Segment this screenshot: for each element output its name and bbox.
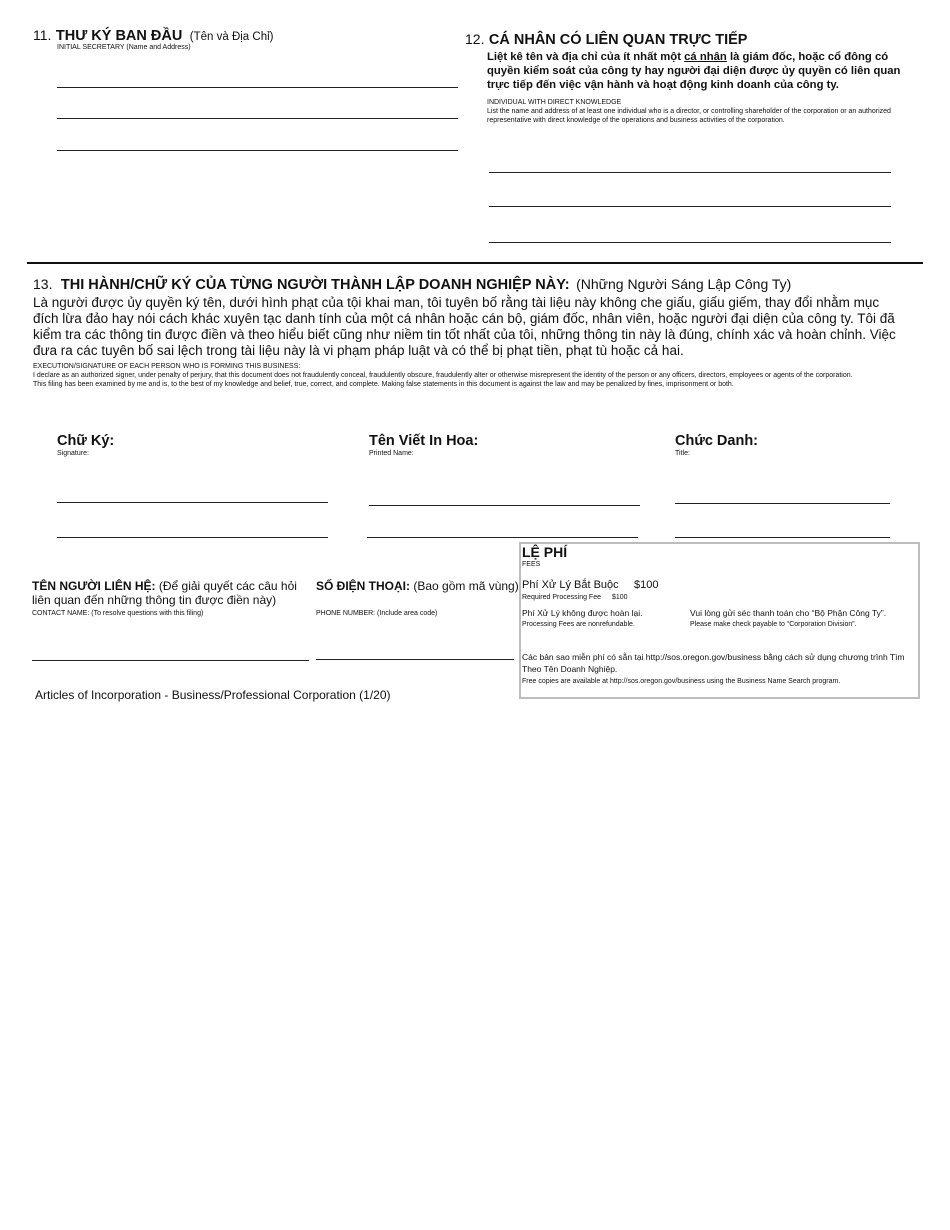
phone-label [316, 580, 519, 594]
title-line-1[interactable] [675, 503, 890, 504]
contact-label-note: (Để giải quyết các câu hỏi liên quan đến những thông tin được điền này) [32, 579, 297, 607]
contact-name-label [32, 580, 310, 607]
contact-name-line[interactable] [32, 660, 309, 661]
contact-name-label-en: CONTACT NAME: (To resolve questions with this filing) [32, 610, 204, 617]
desc-text: là giám đốc, hoặc cổ đông có quyền kiểm soát của công ty hay người đại diện được ủy quyền có liên quan trực tiếp đến việc vận hành và hoạt động kinh doanh của công ty. [487, 51, 901, 91]
section-12-description [487, 50, 915, 92]
printed-name-line-2[interactable] [367, 537, 638, 538]
form-footer: Articles of Incorporation - Business/Professional Corporation (1/20) [35, 688, 391, 702]
section-title: THƯ KÝ BAN ĐẦU [55, 28, 183, 44]
section-13-heading [33, 276, 791, 294]
signature-line-2[interactable] [57, 537, 328, 538]
secretary-line-1[interactable] [57, 87, 458, 88]
section-number: 11. [33, 27, 52, 43]
section-title: CÁ NHÂN CÓ LIÊN QUAN TRỰC TIẾP [488, 32, 748, 48]
desc-text: Liệt kê tên và địa chỉ của ít nhất một [487, 51, 685, 63]
required-fee-label-en: Required Processing Fee [522, 594, 601, 601]
declaration-statement-en-2: This filing has been examined by me and is, to the best of my knowledge and belief, true, correct, and complete. Making false statements in this document is against the law and may be penalized by fines, imprisonment or both. [33, 381, 734, 388]
free-copies-note-en: Free copies are available at http://sos.oregon.gov/business using the Business Name Search program. [522, 678, 841, 685]
section-number: 12. [465, 31, 485, 47]
contact-label-bold: TÊN NGƯỜI LIÊN HỆ: [32, 579, 156, 593]
fees-title: LỆ PHÍ [522, 544, 568, 560]
fees-title-en: FEES [522, 561, 541, 568]
title-heading-en: Title: [675, 450, 690, 457]
title-line-2[interactable] [675, 537, 890, 538]
section-number: 13. [33, 276, 53, 292]
payable-note-en: Please make check payable to “Corporation Division”. [690, 621, 857, 628]
required-fee-amount: $100 [634, 579, 659, 591]
secretary-line-2[interactable] [57, 118, 458, 119]
section-title-note: (Tên và Địa Chỉ) [189, 31, 274, 43]
phone-line[interactable] [316, 659, 514, 660]
signature-line-1[interactable] [57, 502, 328, 503]
declaration-statement-vn: Là người được ủy quyền ký tên, dưới hình phạt của tội khai man, tôi tuyên bố rằng tài liệu này không che giấu, giấu giếm, thay đổi nhằm mục đích lừa đảo hay nói cách khác xuyên tạc danh tính của một cá nhân hoặc cán bộ, giám đốc, nhân viên, hoặc người đại diện của công ty. Tôi đã kiểm tra các thông tin được điền và theo hiểu biết cũng như niềm tin tốt nhất của tôi, những thông tin này là đúng, chính xác và hoàn chỉnh. Việc đưa ra các tuyên bố sai lệch trong tài liệu này là vi phạm pháp luật và có thể bị phạt tiền, phạt tù hoặc cả hai. [33, 295, 896, 358]
signature-heading: Chữ Ký: [57, 433, 115, 449]
section-12-heading [465, 31, 747, 49]
section-subtitle-en: INITIAL SECRETARY (Name and Address) [57, 44, 191, 51]
printed-name-heading: Tên Viết In Hoa: [369, 433, 479, 449]
section-title: THI HÀNH/CHỮ KÝ CỦA TỪNG NGƯỜI THÀNH LẬP DOANH NGHIỆP NÀY: [60, 277, 570, 293]
phone-label-note: (Bao gồm mã vùng) [410, 579, 519, 593]
phone-label-en: PHONE NUMBER: (Include area code) [316, 610, 438, 617]
declaration-title-en: EXECUTION/SIGNATURE OF EACH PERSON WHO IS FORMING THIS BUSINESS: [33, 363, 301, 370]
nonrefundable-note: Phí Xử Lý không được hoàn lại. [522, 608, 643, 618]
desc-underlined: cá nhân [684, 51, 727, 63]
section-title-note: (Những Người Sáng Lập Công Ty) [576, 276, 792, 292]
phone-label-bold: SỐ ĐIỆN THOẠI: [316, 579, 411, 593]
required-fee-amount-en: $100 [612, 594, 628, 601]
free-copies-note: Các bản sao miễn phí có sẵn tại http://sos.oregon.gov/business bằng cách sử dụng chương trình Tìm Theo Tên Doanh Nghiệp. [522, 652, 905, 674]
title-heading: Chức Danh: [675, 433, 758, 449]
section-12-desc-en: List the name and address of at least one individual who is a director, or controlling shareholder of the corporation or an authorized representative with direct knowledge of the operations and business activities of the corporation. [487, 108, 891, 124]
individual-line-2[interactable] [489, 206, 891, 207]
section-12-title-en: INDIVIDUAL WITH DIRECT KNOWLEDGE [487, 99, 622, 106]
declaration-statement-en-1: I declare as an authorized signer, under penalty of perjury, that this document does not fraudulently conceal, fraudulently obscure, fraudulently alter or otherwise misrepresent the identity of the person or any officers, directors, employees or agents of the corporation. [33, 372, 853, 379]
printed-name-heading-en: Printed Name: [369, 450, 414, 457]
individual-line-3[interactable] [489, 242, 891, 243]
nonrefundable-note-en: Processing Fees are nonrefundable. [522, 621, 635, 628]
payable-note: Vui lòng gửi séc thanh toán cho “Bộ Phận Công Ty”. [690, 608, 887, 618]
section-divider [27, 262, 923, 264]
required-fee-label: Phí Xử Lý Bắt Buộc [522, 579, 619, 591]
signature-heading-en: Signature: [57, 450, 89, 457]
individual-line-1[interactable] [489, 172, 891, 173]
printed-name-line-1[interactable] [369, 505, 640, 506]
secretary-line-3[interactable] [57, 150, 458, 151]
